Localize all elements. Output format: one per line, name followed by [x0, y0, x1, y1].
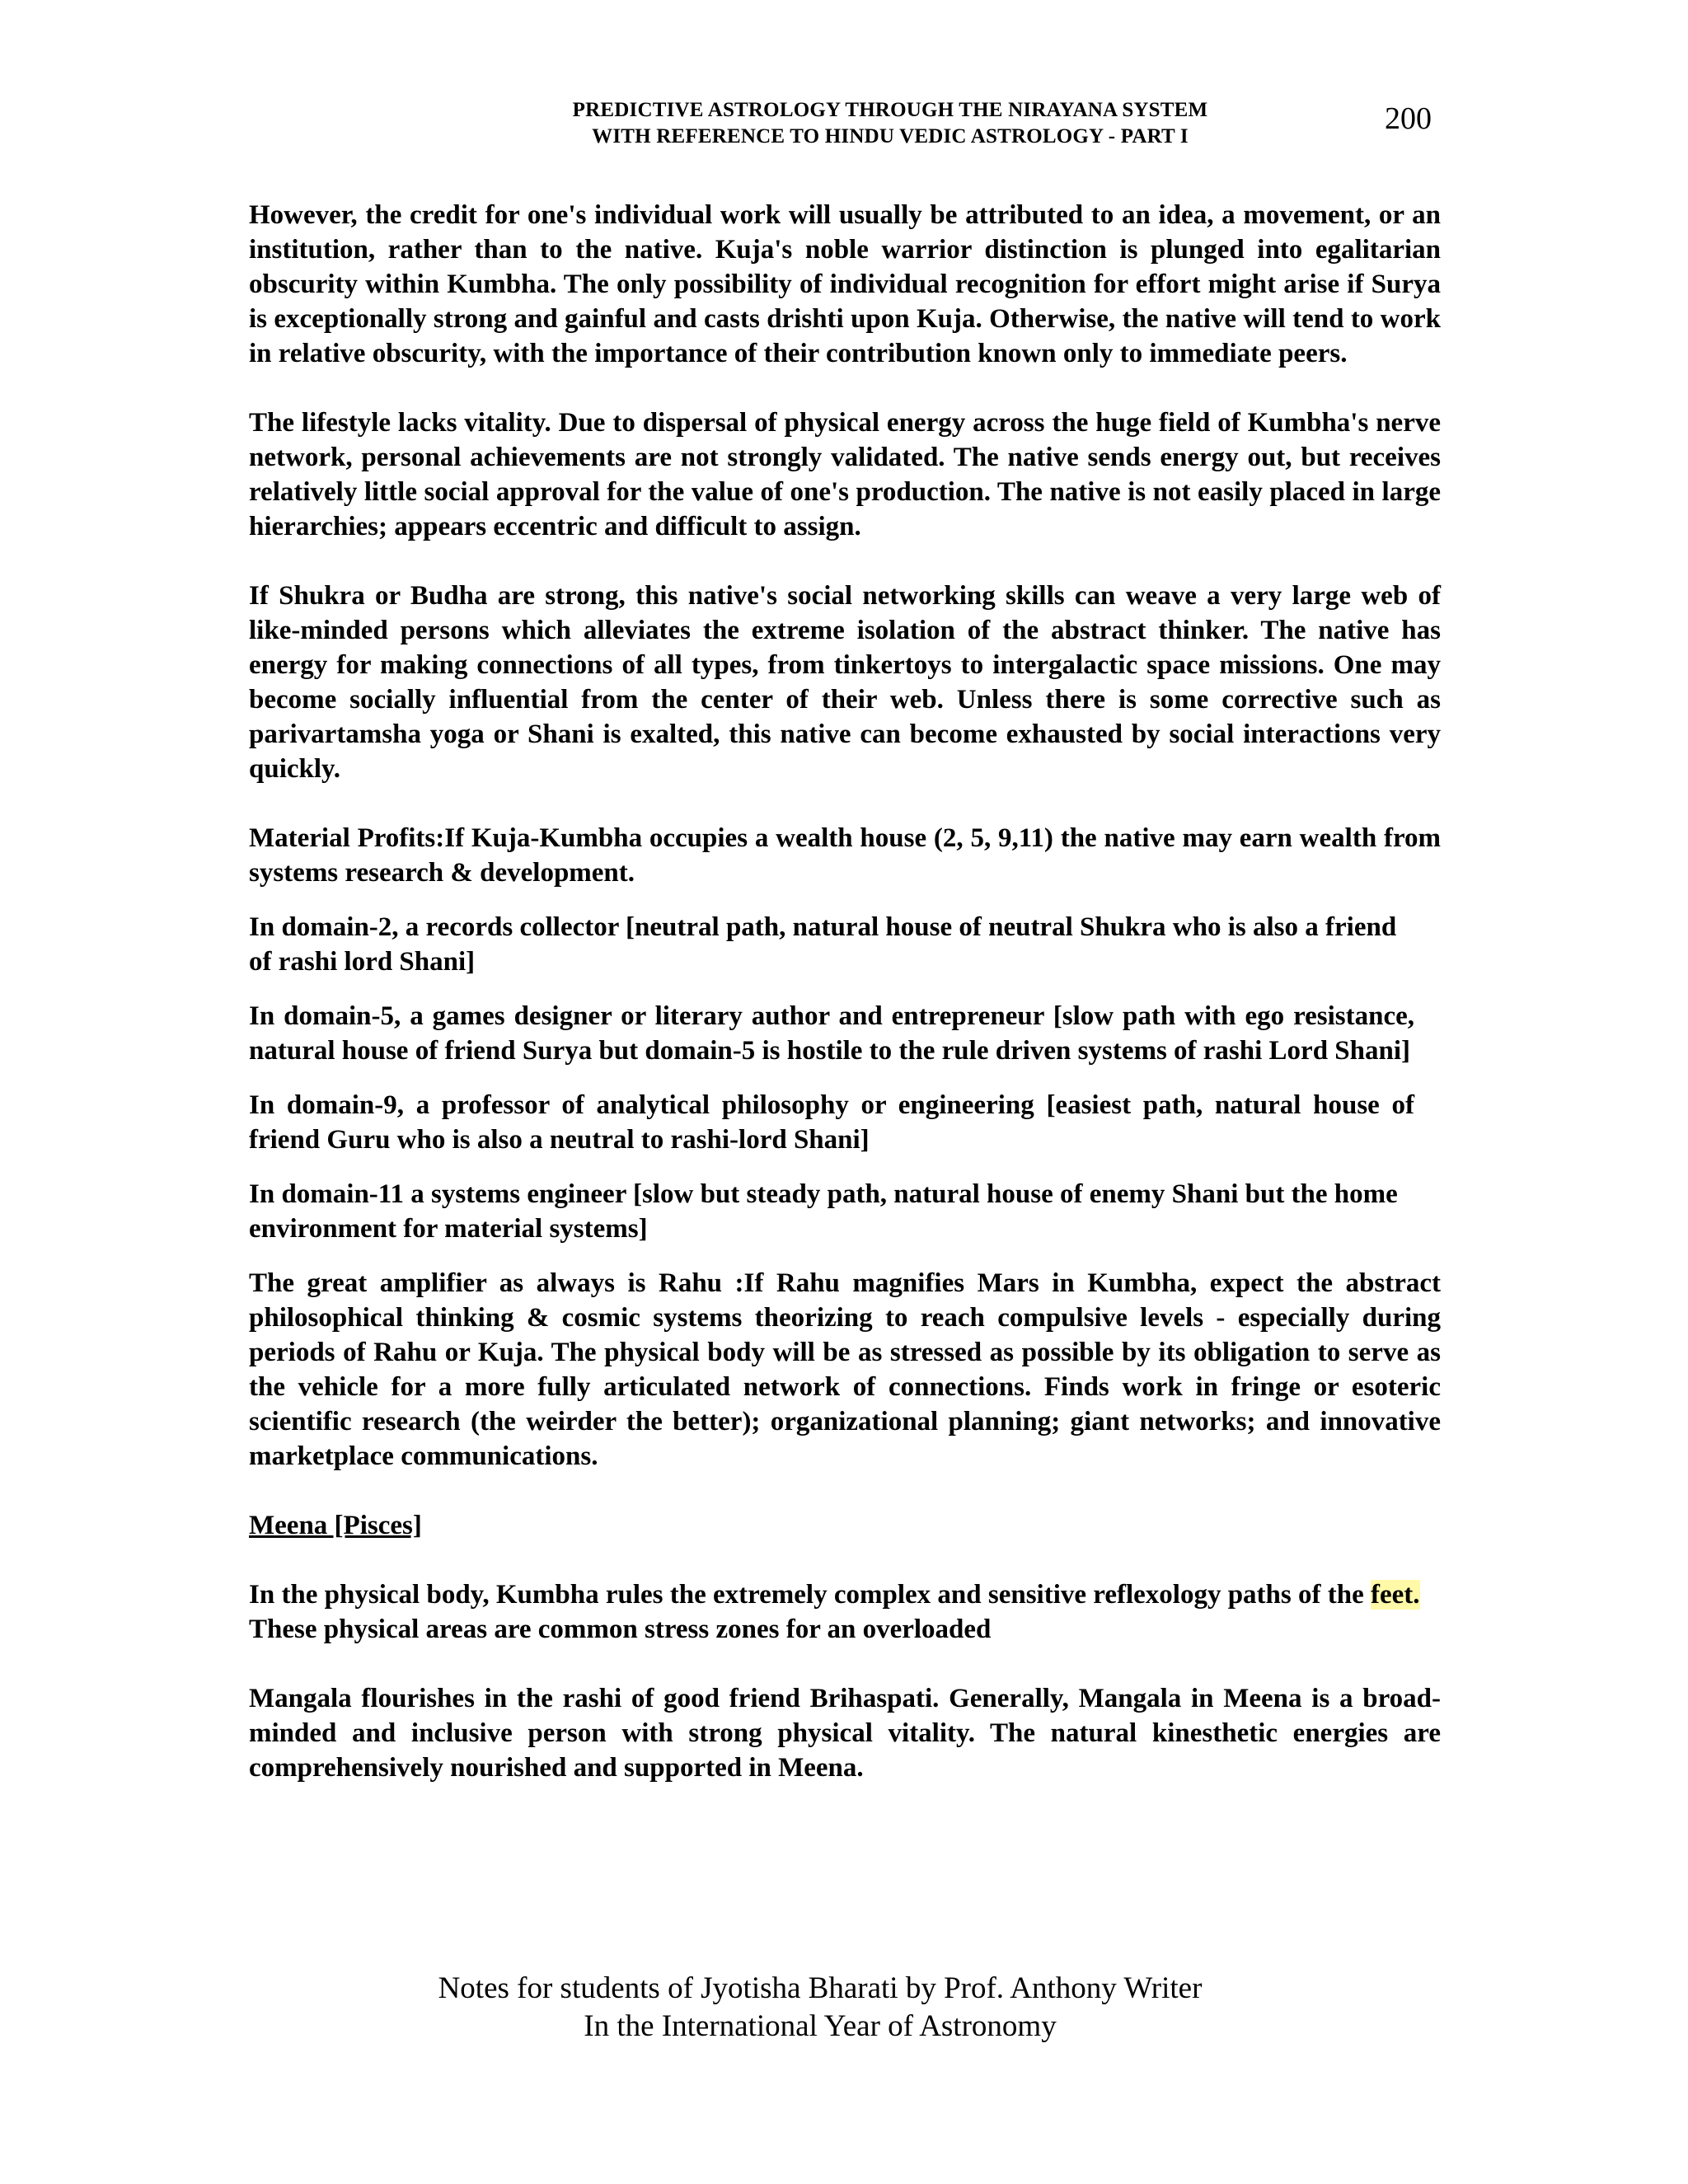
- paragraph-domain-2: In domain-2, a records collector [neutral path, natural house of neutral Shukra who is also a friend of rashi lord Shani]: [249, 912, 1397, 977]
- paragraph-rahu-amplifier: The great amplifier as always is Rahu :If Rahu magnifies Mars in Kumbha, expect the abstract philosophical thinking & cosmic systems theorizing to reach compulsive levels - especially during periods of Rahu or Kuja. The physical body will be as stressed as possible by its obligation to serve as the vehicle for a more fully articulated network of connections. Finds work in fringe or esoteric scientific research (the weirder the better); organizational planning; giant networks; and innovative marketplace communications.: [249, 1268, 1441, 1471]
- page-footer: [0, 1970, 1640, 2046]
- paragraph-physical-body: [249, 1577, 1441, 1647]
- header-title-line2: WITH REFERENCE TO HINDU VEDIC ASTROLOGY - PART I: [592, 125, 1189, 148]
- physical-body-text-start: In the physical body, Kumbha rules the extremely complex and sensitive reflexology paths of the: [249, 1580, 1371, 1610]
- highlighted-word: feet.: [1370, 1580, 1420, 1610]
- paragraph-domain-9: In domain-9, a professor of analytical philosophy or engineering [easiest path, natural house of friend Guru who is also a neutral to rashi-lord Shani]: [249, 1090, 1414, 1155]
- header-title-line1: PREDICTIVE ASTROLOGY THROUGH THE NIRAYANA SYSTEM: [572, 99, 1208, 121]
- paragraph-lifestyle: The lifestyle lacks vitality. Due to dispersal of physical energy across the huge field of Kumbha's nerve network, personal achievements are not strongly validated. The native sends energy out, but receives relatively little social approval for the value of one's production. The native is not easily placed in large hierarchies; appears eccentric and difficult to assign.: [249, 408, 1441, 541]
- paragraph-domain-11: In domain-11 a systems engineer [slow but steady path, natural house of enemy Shani but the home environment for material systems]: [249, 1179, 1398, 1244]
- footer-line1: Notes for students of Jyotisha Bharati by Prof. Anthony Writer: [438, 1971, 1203, 2005]
- page-number: 200: [1385, 101, 1432, 136]
- running-header: [396, 97, 1385, 150]
- footer-line2: In the International Year of Astronomy: [584, 2009, 1057, 2043]
- paragraph-mangala-meena: Mangala flourishes in the rashi of good friend Brihaspati. Generally, Mangala in Meena is a broad-minded and inclusive person with strong physical vitality. The natural kinesthetic energies are comprehensively nourished and supported in Meena.: [249, 1684, 1441, 1783]
- paragraph-material-profits: Material Profits:If Kuja-Kumbha occupies a wealth house (2, 5, 9,11) the native may earn wealth from systems research & development.: [249, 823, 1441, 888]
- body-text: [249, 198, 1441, 1785]
- physical-body-text-end: These physical areas are common stress zones for an overloaded: [249, 1615, 992, 1644]
- paragraph-domain-5: In domain-5, a games designer or literary author and entrepreneur [slow path with ego resistance, natural house of friend Surya but domain-5 is hostile to the rule driven systems of rashi Lord Shani]: [249, 1001, 1414, 1066]
- section-heading-meena: Meena [Pisces]: [249, 1511, 422, 1540]
- paragraph-credit: However, the credit for one's individual work will usually be attributed to an idea, a movement, or an institution, rather than to the native. Kuja's noble warrior distinction is plunged into egalitarian obscurity within Kumbha. The only possibility of individual recognition for effort might arise if Surya is exceptionally strong and gainful and casts drishti upon Kuja. Otherwise, the native will tend to work in relative obscurity, with the importance of their contribution known only to immediate peers.: [249, 200, 1441, 368]
- paragraph-social-networking: If Shukra or Budha are strong, this native's social networking skills can weave a very large web of like-minded persons which alleviates the extreme isolation of the abstract thinker. The native has energy for making connections of all types, from tinkertoys to intergalactic space missions. One may become socially influential from the center of their web. Unless there is some corrective such as parivartamsha yoga or Shani is exalted, this native can become exhausted by social interactions very quickly.: [249, 581, 1441, 784]
